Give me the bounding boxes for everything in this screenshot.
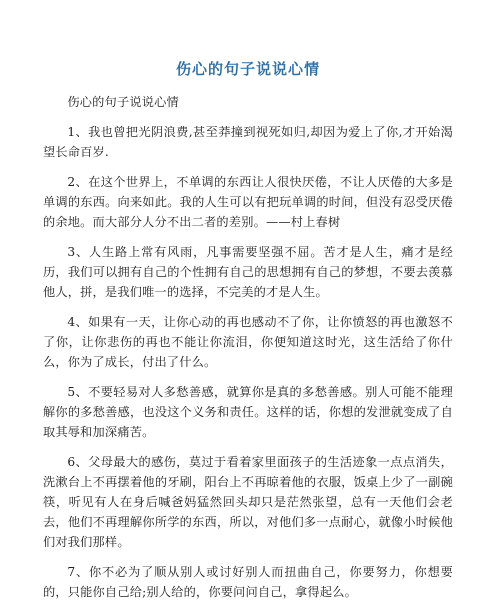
paragraph-6: 6、父母最大的感伤，莫过于看着家里面孩子的生活迹象一点点消失，洗漱台上不再摆着他的牙刷，阳台上不再晾着他的衣服，饭桌上少了一副碗筷，听见有人在身后喊爸妈猛然回头却只是茫然张望，总有一天他们会老去，他们不再理解你所学的东西，所以，对他们多一点耐心，就像小时候他们对我们那样。 <box>43 455 453 549</box>
paragraph-4: 4、如果有一天，让你心动的再也感动不了你，让你愤怒的再也激怒不了你，让你悲伤的再也不能让你流泪，你便知道这时光，这生活给了你什么，你为了成长，付出了什么。 <box>43 315 453 369</box>
paragraph-2: 2、在这个世界上，不单调的东西让人很快厌倦，不让人厌倦的大多是单调的东西。向来如此。我的人生可以有把玩单调的时间，但没有忍受厌倦的余地。而大部分人分不出二者的差别。——村上春树 <box>43 175 453 229</box>
paragraph-3: 3、人生路上常有风雨，凡事需要坚强不屈。苦才是人生，痛才是经历，我们可以拥有自己的个性拥有自己的思想拥有自己的梦想，不要去羡慕他人，拼，是我们唯一的选择，不完美的才是人生。 <box>43 245 453 299</box>
paragraph-5: 5、不要轻易对人多愁善感，就算你是真的多愁善感。别人可能不能理解你的多愁善感，也没这个义务和责任。这样的话，你想的发泄就变成了自取其辱和加深痛苦。 <box>43 385 453 439</box>
paragraph-7: 7、你不必为了顺从别人或讨好别人而扭曲自己，你要努力，你想要的，只能你自己给;别人给的，你要问问自己，拿得起么。 <box>43 565 453 599</box>
paragraph-1: 1、我也曾把光阴浪费,甚至莽撞到视死如归,却因为爱上了你,才开始渴望长命百岁. <box>43 125 453 159</box>
intro-paragraph: 伤心的句子说说心情 <box>67 95 179 109</box>
document-title: 伤心的句子说说心情 <box>175 60 320 78</box>
